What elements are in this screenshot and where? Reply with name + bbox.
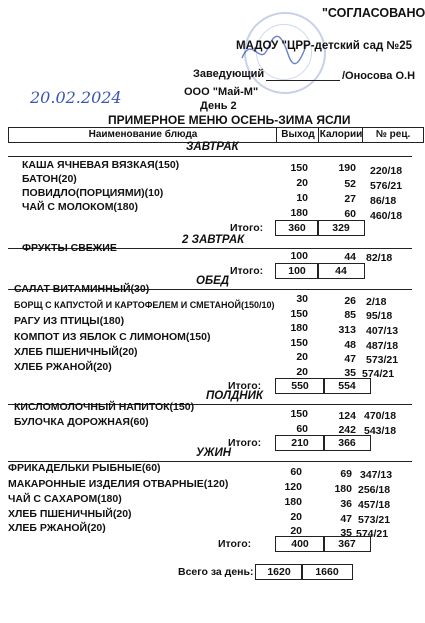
grand-total-output: 1620 bbox=[255, 564, 303, 580]
total-output: 100 bbox=[275, 263, 319, 279]
col-name: Наименование блюда bbox=[8, 127, 278, 143]
dish-output: 20 bbox=[296, 351, 308, 363]
total-output: 400 bbox=[275, 536, 325, 552]
dish-name: БАТОН(20) bbox=[22, 173, 77, 185]
dish-output: 20 bbox=[296, 366, 308, 378]
dish-name: БУЛОЧКА ДОРОЖНАЯ(60) bbox=[14, 416, 149, 428]
dish-recipe: 2/18 bbox=[366, 296, 387, 308]
total-calories: 44 bbox=[317, 263, 365, 279]
dish-calories: 44 bbox=[344, 251, 356, 263]
dish-recipe: 256/18 bbox=[358, 484, 391, 496]
dish-calories: 36 bbox=[340, 498, 352, 510]
organization: ООО "Май-М" bbox=[184, 86, 259, 98]
dish-name: РАГУ ИЗ ПТИЦЫ(180) bbox=[14, 315, 125, 327]
dish-calories: 85 bbox=[344, 309, 356, 321]
total-label: Итого: bbox=[218, 538, 252, 550]
dish-recipe: 457/18 bbox=[358, 499, 391, 511]
dish-recipe: 470/18 bbox=[364, 410, 397, 422]
dish-name: САЛАТ ВИТАМИННЫЙ(30) bbox=[14, 283, 150, 295]
dish-recipe: 347/13 bbox=[360, 469, 393, 481]
total-label: Итого: bbox=[230, 265, 264, 277]
dish-name: ЧАЙ С САХАРОМ(180) bbox=[8, 493, 122, 505]
col-calories: Калории bbox=[318, 127, 364, 143]
meal-title-lunch: ОБЕД bbox=[196, 275, 230, 287]
dish-calories: 35 bbox=[344, 367, 356, 379]
dish-output: 180 bbox=[290, 207, 308, 219]
meal-title-second-breakfast: 2 ЗАВТРАК bbox=[182, 234, 245, 246]
head-label: Заведующий bbox=[193, 68, 265, 80]
dish-recipe: 573/21 bbox=[366, 354, 399, 366]
dish-recipe: 576/21 bbox=[370, 180, 403, 192]
dish-name: ПОВИДЛО(ПОРЦИЯМИ)(10) bbox=[22, 187, 164, 199]
dish-name: МАКАРОННЫЕ ИЗДЕЛИЯ ОТВАРНЫЕ(120) bbox=[8, 478, 229, 490]
dish-name: КОМПОТ ИЗ ЯБЛОК С ЛИМОНОМ(150) bbox=[14, 331, 211, 343]
dish-calories: 47 bbox=[344, 353, 356, 365]
signature-line bbox=[266, 80, 340, 81]
dish-calories: 27 bbox=[344, 193, 356, 205]
head-name: /Оносова О.Н bbox=[342, 70, 416, 82]
dish-recipe: 574/21 bbox=[362, 368, 395, 380]
approved-label: "СОГЛАСОВАНО bbox=[322, 6, 425, 20]
dish-name: ХЛЕБ ПШЕНИЧНЫЙ(20) bbox=[14, 346, 138, 358]
menu-title: ПРИМЕРНОЕ МЕНЮ ОСЕНЬ-ЗИМА ЯСЛИ bbox=[108, 113, 351, 127]
dish-output: 30 bbox=[296, 293, 308, 305]
dish-recipe: 574/21 bbox=[356, 528, 389, 540]
total-label: Итого: bbox=[228, 380, 262, 392]
meal-title-snack: ПОЛДНИК bbox=[206, 390, 263, 402]
dish-name: ЧАЙ С МОЛОКОМ(180) bbox=[22, 201, 138, 213]
day-label: День 2 bbox=[200, 100, 237, 112]
dish-output: 10 bbox=[296, 192, 308, 204]
grand-total-calories: 1660 bbox=[301, 564, 353, 580]
dish-name: ФРИКАДЕЛЬКИ РЫБНЫЕ(60) bbox=[8, 462, 161, 474]
dish-output: 150 bbox=[290, 308, 308, 320]
dish-name: ХЛЕБ РЖАНОЙ(20) bbox=[8, 522, 106, 534]
dish-output: 20 bbox=[290, 525, 302, 537]
dish-recipe: 460/18 bbox=[370, 210, 403, 222]
dish-calories: 35 bbox=[340, 527, 352, 539]
dish-output: 120 bbox=[284, 481, 302, 493]
dish-recipe: 86/18 bbox=[370, 195, 397, 207]
dish-calories: 60 bbox=[344, 208, 356, 220]
meal-title-breakfast: ЗАВТРАК bbox=[186, 141, 239, 153]
dish-name: ХЛЕБ ПШЕНИЧНЫЙ(20) bbox=[8, 508, 132, 520]
total-label: Итого: bbox=[228, 437, 262, 449]
dish-name: КАША ЯЧНЕВАЯ ВЯЗКАЯ(150) bbox=[22, 159, 180, 171]
dish-name: ХЛЕБ РЖАНОЙ(20) bbox=[14, 361, 112, 373]
total-output: 360 bbox=[275, 220, 319, 236]
section-divider bbox=[8, 156, 412, 157]
col-recipe: № рец. bbox=[362, 127, 424, 143]
dish-output: 100 bbox=[290, 250, 308, 262]
dish-recipe: 95/18 bbox=[366, 310, 393, 322]
meal-title-dinner: УЖИН bbox=[196, 447, 232, 459]
dish-output: 150 bbox=[290, 337, 308, 349]
dish-calories: 124 bbox=[338, 410, 356, 422]
dish-output: 180 bbox=[284, 496, 302, 508]
dish-calories: 48 bbox=[344, 339, 356, 351]
approval-date: 20.02.2024 bbox=[30, 88, 122, 107]
dish-calories: 180 bbox=[334, 483, 352, 495]
dish-calories: 52 bbox=[344, 178, 356, 190]
col-output: Выход bbox=[276, 127, 320, 143]
dish-output: 180 bbox=[290, 322, 308, 334]
dish-output: 20 bbox=[296, 177, 308, 189]
dish-calories: 69 bbox=[340, 468, 352, 480]
grand-total-label: Всего за день: bbox=[178, 566, 254, 578]
dish-output: 60 bbox=[290, 466, 302, 478]
dish-recipe: 82/18 bbox=[366, 252, 393, 264]
total-output: 550 bbox=[275, 378, 325, 394]
dish-calories: 26 bbox=[344, 295, 356, 307]
dish-name: БОРЩ С КАПУСТОЙ И КАРТОФЕЛЕМ И СМЕТАНОЙ(150/10) bbox=[14, 300, 275, 310]
dish-output: 20 bbox=[290, 511, 302, 523]
dish-recipe: 220/18 bbox=[370, 165, 403, 177]
dish-calories: 190 bbox=[338, 162, 356, 174]
dish-output: 60 bbox=[296, 423, 308, 435]
dish-recipe: 543/18 bbox=[364, 425, 397, 437]
total-calories: 329 bbox=[317, 220, 365, 236]
dish-name: ФРУКТЫ СВЕЖИЕ bbox=[22, 242, 117, 254]
dish-recipe: 573/21 bbox=[358, 514, 391, 526]
dish-name: КИСЛОМОЛОЧНЫЙ НАПИТОК(150) bbox=[14, 401, 195, 413]
dish-calories: 47 bbox=[340, 513, 352, 525]
total-output: 210 bbox=[275, 435, 325, 451]
total-calories: 554 bbox=[323, 378, 371, 394]
total-calories: 367 bbox=[323, 536, 371, 552]
total-calories: 366 bbox=[323, 435, 371, 451]
dish-output: 150 bbox=[290, 408, 308, 420]
dish-recipe: 407/13 bbox=[366, 325, 399, 337]
dish-calories: 242 bbox=[338, 424, 356, 436]
institution-name: МАДОУ "ЦРР-детский сад №25 bbox=[236, 40, 413, 52]
dish-recipe: 487/18 bbox=[366, 340, 399, 352]
dish-output: 150 bbox=[290, 162, 308, 174]
dish-calories: 313 bbox=[338, 324, 356, 336]
total-label: Итого: bbox=[230, 222, 264, 234]
